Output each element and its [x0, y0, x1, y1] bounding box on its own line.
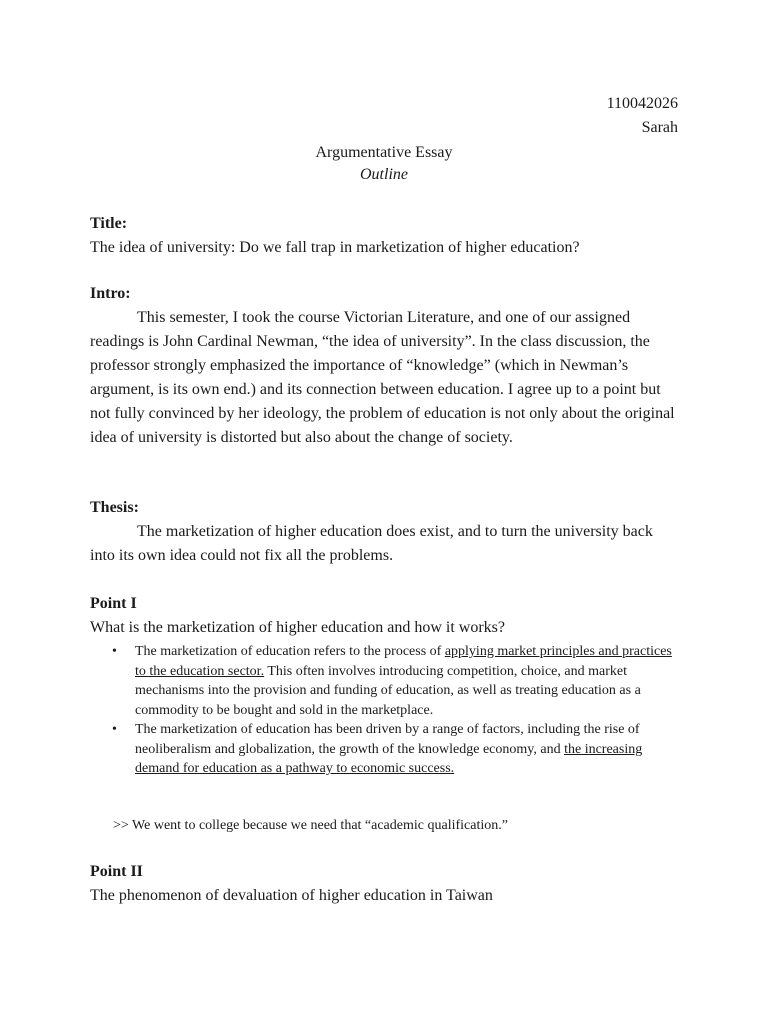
point1-question: What is the marketization of higher education and how it works? [90, 619, 505, 636]
point1-section [90, 592, 680, 640]
bullet1-underlined: applying market principles and practices to the education sector. [135, 644, 672, 679]
title-text: The idea of university: Do we fall trap in marketization of higher education? [90, 239, 580, 256]
intro-heading: Intro: [90, 285, 131, 302]
list-item [90, 642, 680, 720]
thesis-section [90, 496, 680, 568]
point1-bullet-list [90, 642, 680, 779]
thesis-paragraph: The marketization of higher education does exist, and to turn the university back into its own idea could not fix all the problems. [90, 523, 653, 564]
bullet1-text-end: This often involves introducing competition, choice, and market mechanisms into the provision and funding of education, as well as treating education as a commodity to be bought and sold in the marketplace. [135, 663, 641, 718]
point2-section [90, 860, 680, 908]
list-item [90, 720, 680, 779]
bullet2-underlined: the increasing demand for education as a pathway to economic success. [135, 741, 643, 776]
bullet1-text-start: The marketization of education refers to the process of [135, 644, 445, 659]
point2-heading: Point II [90, 863, 143, 880]
bullet2-text-start: The marketization of education has been driven by a range of factors, including the rise of neoliberalism and globalization, the growth of the knowledge economy, and [135, 722, 640, 757]
student-name: Sarah [641, 119, 678, 136]
point1-heading: Point I [90, 595, 137, 612]
title-section [90, 212, 680, 260]
title-heading: Title: [90, 215, 128, 232]
student-id: 110042026 [606, 95, 678, 112]
intro-paragraph: This semester, I took the course Victorian Literature, and one of our assigned readings is John Cardinal Newman, “the idea of university”. In the class discussion, the professor strongly emphasized the importance of “knowledge” (which in Newman’s argument, is its own end.) and its connection between education. I agree up to a point but not fully convinced by her ideology, the problem of education is not only about the original idea of university is distorted but also about the change of society. [90, 309, 675, 446]
intro-section [90, 282, 680, 450]
thesis-heading: Thesis: [90, 499, 139, 516]
bullet-marker: • [112, 644, 117, 659]
document-title: Argumentative Essay [315, 144, 453, 161]
bullet-marker: • [112, 722, 117, 737]
document-subtitle: Outline [360, 166, 408, 183]
point2-text: The phenomenon of devaluation of higher education in Taiwan [90, 887, 493, 904]
point1-note: >> We went to college because we need that “academic qualification.” [113, 818, 508, 833]
